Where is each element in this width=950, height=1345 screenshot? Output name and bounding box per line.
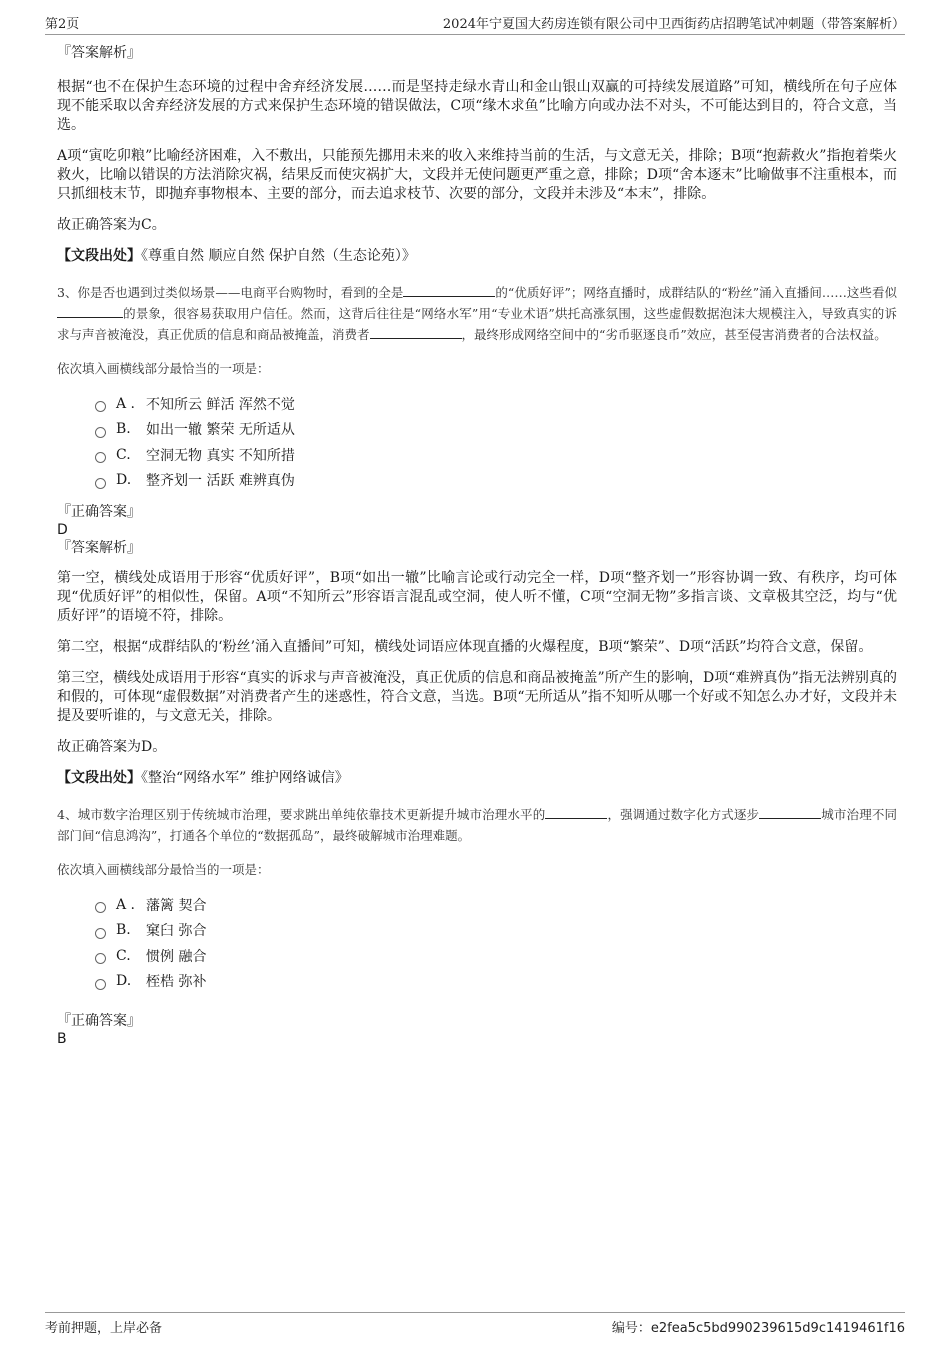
option-text: 整齐划一 活跃 难辨真伪 <box>146 473 295 490</box>
q4-options <box>95 892 897 994</box>
q2-analysis-label: 『答案解析』 <box>57 45 141 61</box>
q4-answer-label: 『正确答案』 <box>57 1013 141 1029</box>
q2-analysis-para-1: 根据“也不在保护生态环境的过程中舍弃经济发展……而是坚持走绿水青山和金山银山双赢的可持续发展道路”可知，横线所在句子应体现不能采取以舍弃经济发展的方式来保护生态环境的错误做法，C项“缘木求鱼”比喻方向或办法不对头，不可能达到目的，符合文意，当选。 <box>57 79 897 133</box>
radio-icon[interactable] <box>95 401 106 412</box>
q3-option-b[interactable] <box>95 417 897 443</box>
radio-icon[interactable] <box>95 979 106 990</box>
option-letter: D. <box>116 973 132 990</box>
radio-icon[interactable] <box>95 427 106 438</box>
q2-source-label: 【文段出处】 <box>57 248 141 264</box>
q2-source-text: 《尊重自然 顺应自然 保护自然（生态论苑）》 <box>141 248 416 264</box>
option-letter: C. <box>116 947 131 964</box>
q3-prompt: 依次填入画横线部分最恰当的一项是： <box>57 361 270 376</box>
q3-option-c[interactable] <box>95 442 897 468</box>
option-letter: A . <box>116 395 136 412</box>
radio-icon[interactable] <box>95 928 106 939</box>
q3-text-4: ，最终形成网络空间中的“劣币驱逐良币”效应，甚至侵害消费者的合法权益。 <box>461 327 887 342</box>
option-text: 藩篱 契合 <box>146 897 207 914</box>
option-text: 不知所云 鲜活 浑然不觉 <box>146 396 295 413</box>
footer-code-label: 编号： <box>611 1321 651 1336</box>
q2-source <box>57 247 897 266</box>
q4-option-d[interactable] <box>95 969 897 995</box>
document-title: 2024年宁夏国大药房连锁有限公司中卫西街药店招聘笔试冲刺题（带答案解析） <box>442 17 905 32</box>
option-text: 惯例 融合 <box>146 948 207 965</box>
q4-option-b[interactable] <box>95 918 897 944</box>
q3-option-a[interactable] <box>95 391 897 417</box>
q3-analysis-conclusion: 故正确答案为D。 <box>57 739 167 755</box>
q3-analysis-para-2: 第二空，根据“成群结队的‘粉丝’涌入直播间”可知，横线处词语应体现直播的火爆程度，B项“繁荣”、D项“活跃”均符合文意，保留。 <box>57 639 873 655</box>
q3-analysis-para-3: 第三空，横线处成语用于形容“真实的诉求与声音被淹没，真正优质的信息和商品被掩盖”所产生的影响，D项“难辨真伪”指无法辨别真的和假的，可体现“虚假数据”对消费者产生的迷惑性，符合文意，当选。B项“无所适从”指不知听从哪一个好或不知怎么办才好，文段并未提及要听谁的，与文意无关，排除。 <box>57 670 897 724</box>
q4-text-2: ，强调通过数字化方式逐步 <box>607 807 760 822</box>
page-number: 第2页 <box>45 17 80 32</box>
q4-text-1: 4、城市数字治理区别于传统城市治理，要求跳出单纯依靠技术更新提升城市治理水平的 <box>57 807 546 822</box>
footer-code-block <box>612 1317 905 1336</box>
radio-icon[interactable] <box>95 953 106 964</box>
radio-icon[interactable] <box>95 452 106 463</box>
option-text: 空洞无物 真实 不知所措 <box>146 447 295 464</box>
q3-analysis-para-1: 第一空，横线处成语用于形容“优质好评”，B项“如出一辙”比喻言论或行动完全一样，D项“整齐划一”形容协调一致、有秩序，均可体现“优质好评”的相似性，保留。A项“不知所云”形容语言混乱或空洞，使人听不懂，C项“空洞无物”多指言谈、文章极其空泛，均与“优质好评”的语境不符，排除。 <box>57 570 897 624</box>
q3-source-text: 《整治“网络水军” 维护网络诚信》 <box>141 770 349 786</box>
q4-text-3: 城市治理不同部门间“信息鸿沟”，打通各个单位的“数据孤岛”，最终破解城市治理难题。 <box>57 807 897 843</box>
page-content <box>57 44 897 1048</box>
q3-answer-label: 『正确答案』 <box>57 504 141 520</box>
q3-analysis-label: 『答案解析』 <box>57 540 141 556</box>
q3-text-1: 3、你是否也遇到过类似场景——电商平台购物时，看到的全是 <box>57 285 404 300</box>
q2-analysis-para-2: A项“寅吃卯粮”比喻经济困难，入不敷出，只能预先挪用未来的收入来维持当前的生活，与文意无关，排除；B项“抱薪救火”指抱着柴火救火，比喻以错误的方法消除灾祸，结果反而使灾祸扩大，文段并无使问题更严重之意，排除；D项“舍本逐末”比喻做事不注重根本，而只抓细枝末节，即抛弃事物根本、主要的部分，而去追求枝节、次要的部分，文段并未涉及“本末”，排除。 <box>57 148 897 202</box>
option-text: 桎梏 弥补 <box>146 974 207 991</box>
q3-blank-3 <box>370 326 462 339</box>
q4-blank-1 <box>545 806 607 819</box>
q3-blank-2 <box>57 305 123 318</box>
q3-text-3: 的景象，很容易获取用户信任。然而，这背后往往是“网络水军”用“专业术语”烘托高涨氛围，这些虚假数据泡沫大规模注入，导致真实的诉求与声音被淹没，真正优质的信息和商品被掩盖，消费者 <box>57 306 897 342</box>
option-text: 如出一辙 繁荣 无所适从 <box>146 422 295 439</box>
q3-option-d[interactable] <box>95 468 897 494</box>
q3-source-label: 【文段出处】 <box>57 770 141 786</box>
q4-answer: B <box>57 1031 67 1047</box>
q3-stem <box>57 282 897 345</box>
q4-stem <box>57 804 897 846</box>
q3-source <box>57 769 897 788</box>
footer-code: e2fea5c5bd990239615d9c1419461f16 <box>650 1321 905 1336</box>
q3-blank-1 <box>403 284 495 297</box>
footer-slogan: 考前押题，上岸必备 <box>45 1321 163 1336</box>
option-letter: A . <box>116 896 136 913</box>
q3-text-2: 的“优质好评”；网络直播时，成群结队的“粉丝”涌入直播间……这些看似 <box>495 285 897 300</box>
option-letter: B. <box>116 421 131 438</box>
option-letter: B. <box>116 922 131 939</box>
radio-icon[interactable] <box>95 902 106 913</box>
radio-icon[interactable] <box>95 478 106 489</box>
q4-prompt: 依次填入画横线部分最恰当的一项是： <box>57 862 270 877</box>
q3-options <box>95 391 897 493</box>
page-header <box>45 12 905 35</box>
option-text: 窠臼 弥合 <box>146 923 207 940</box>
q4-blank-2 <box>759 806 821 819</box>
option-letter: C. <box>116 446 131 463</box>
q4-option-c[interactable] <box>95 943 897 969</box>
q4-option-a[interactable] <box>95 892 897 918</box>
option-letter: D. <box>116 472 132 489</box>
q2-analysis-conclusion: 故正确答案为C。 <box>57 217 166 233</box>
q3-answer: D <box>57 522 68 538</box>
page-footer <box>45 1312 905 1337</box>
